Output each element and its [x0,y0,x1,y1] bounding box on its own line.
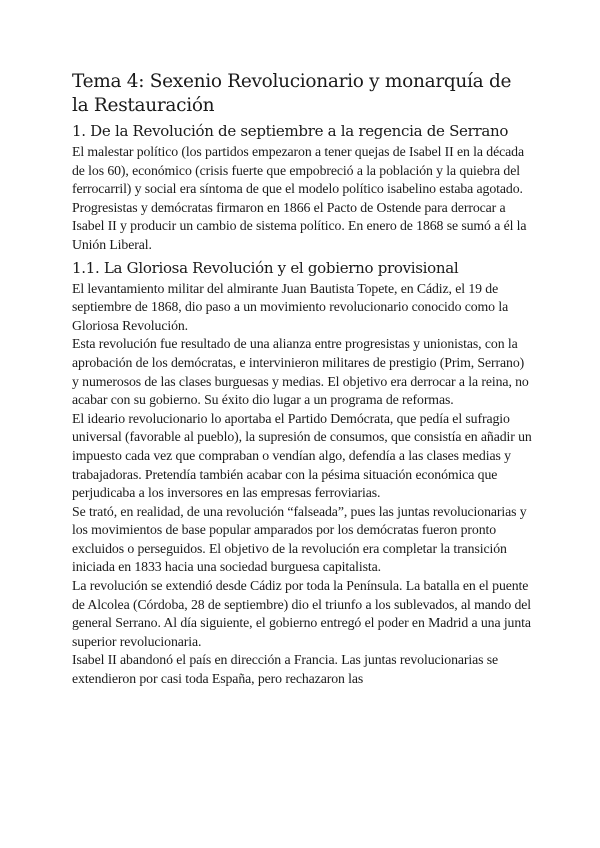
paragraph: La revolución se extendió desde Cádiz por toda la Península. La batalla en el puente de Alcolea (Córdoba, 28 de septiembre) dio el triunfo a los sublevados, al mando del general Serrano. Al día siguiente, el gobierno entregó el poder en Madrid a una junta superior revolucionaria. [72,578,532,649]
paragraph: Isabel II abandonó el país en dirección a Francia. Las juntas revolucionarias se extendieron por casi toda España, pero rechazaron las [72,652,499,687]
document-page [72,70,532,689]
section-1 [72,121,532,255]
section-heading: 1.1. La Gloriosa Revolución y el gobierno provisional [72,258,459,277]
section-heading: 1. De la Revolución de septiembre a la regencia de Serrano [72,122,509,140]
paragraph: El malestar político (los partidos empezaron a tener quejas de Isabel II en la década de los 60), económico (crisis fuerte que empobreció a la población y la quiebra del ferrocarril) y social era síntoma de que el modelo político isabelino estaba agotado. Progresistas y demócratas firmaron en 1866 el Pacto de Ostende para derrocar a Isabel II y producir un cambio de sistema político. En enero de 1868 se sumó a él la Unión Liberal. [72,144,527,252]
paragraph: Se trató, en realidad, de una revolución “falseada”, pues las juntas revolucionarias y los movimientos de base popular amparados por los demócratas fueron pronto excluidos o perseguidos. El objetivo de la revolución era completar la transición iniciada en 1833 hacia una sociedad burguesa capitalista. [72,503,527,575]
paragraph: El levantamiento militar del almirante Juan Bautista Topete, en Cádiz, el 19 de septiembre de 1868, dio paso a un movimiento revolucionario conocido como la Gloriosa Revolución. [72,280,509,333]
section-1-1 [72,258,532,689]
paragraph: El ideario revolucionario lo aportaba el Partido Demócrata, que pedía el sufragio universal (favorable al pueblo), la supresión de consumos, que consistía en añadir un impuesto cada vez que compraban o vendían algo, defendía a las clases medias y trabajadoras. Pretendía también acabar con la pésima situación económica que perjudicaba a los inversores en las empresas ferroviarias. [72,410,532,501]
document-title: Tema 4: Sexenio Revolucionario y monarquía de la Restauración [72,71,512,116]
paragraph: Esta revolución fue resultado de una alianza entre progresistas y unionistas, con la aprobación de los demócratas, e intervinieron militares de prestigio (Prim, Serrano) y numerosos de las clases burguesas y medias. El objetivo era derrocar a la reina, no acabar con su gobierno. Su éxito dio lugar a un programa de reformas. [72,336,529,408]
